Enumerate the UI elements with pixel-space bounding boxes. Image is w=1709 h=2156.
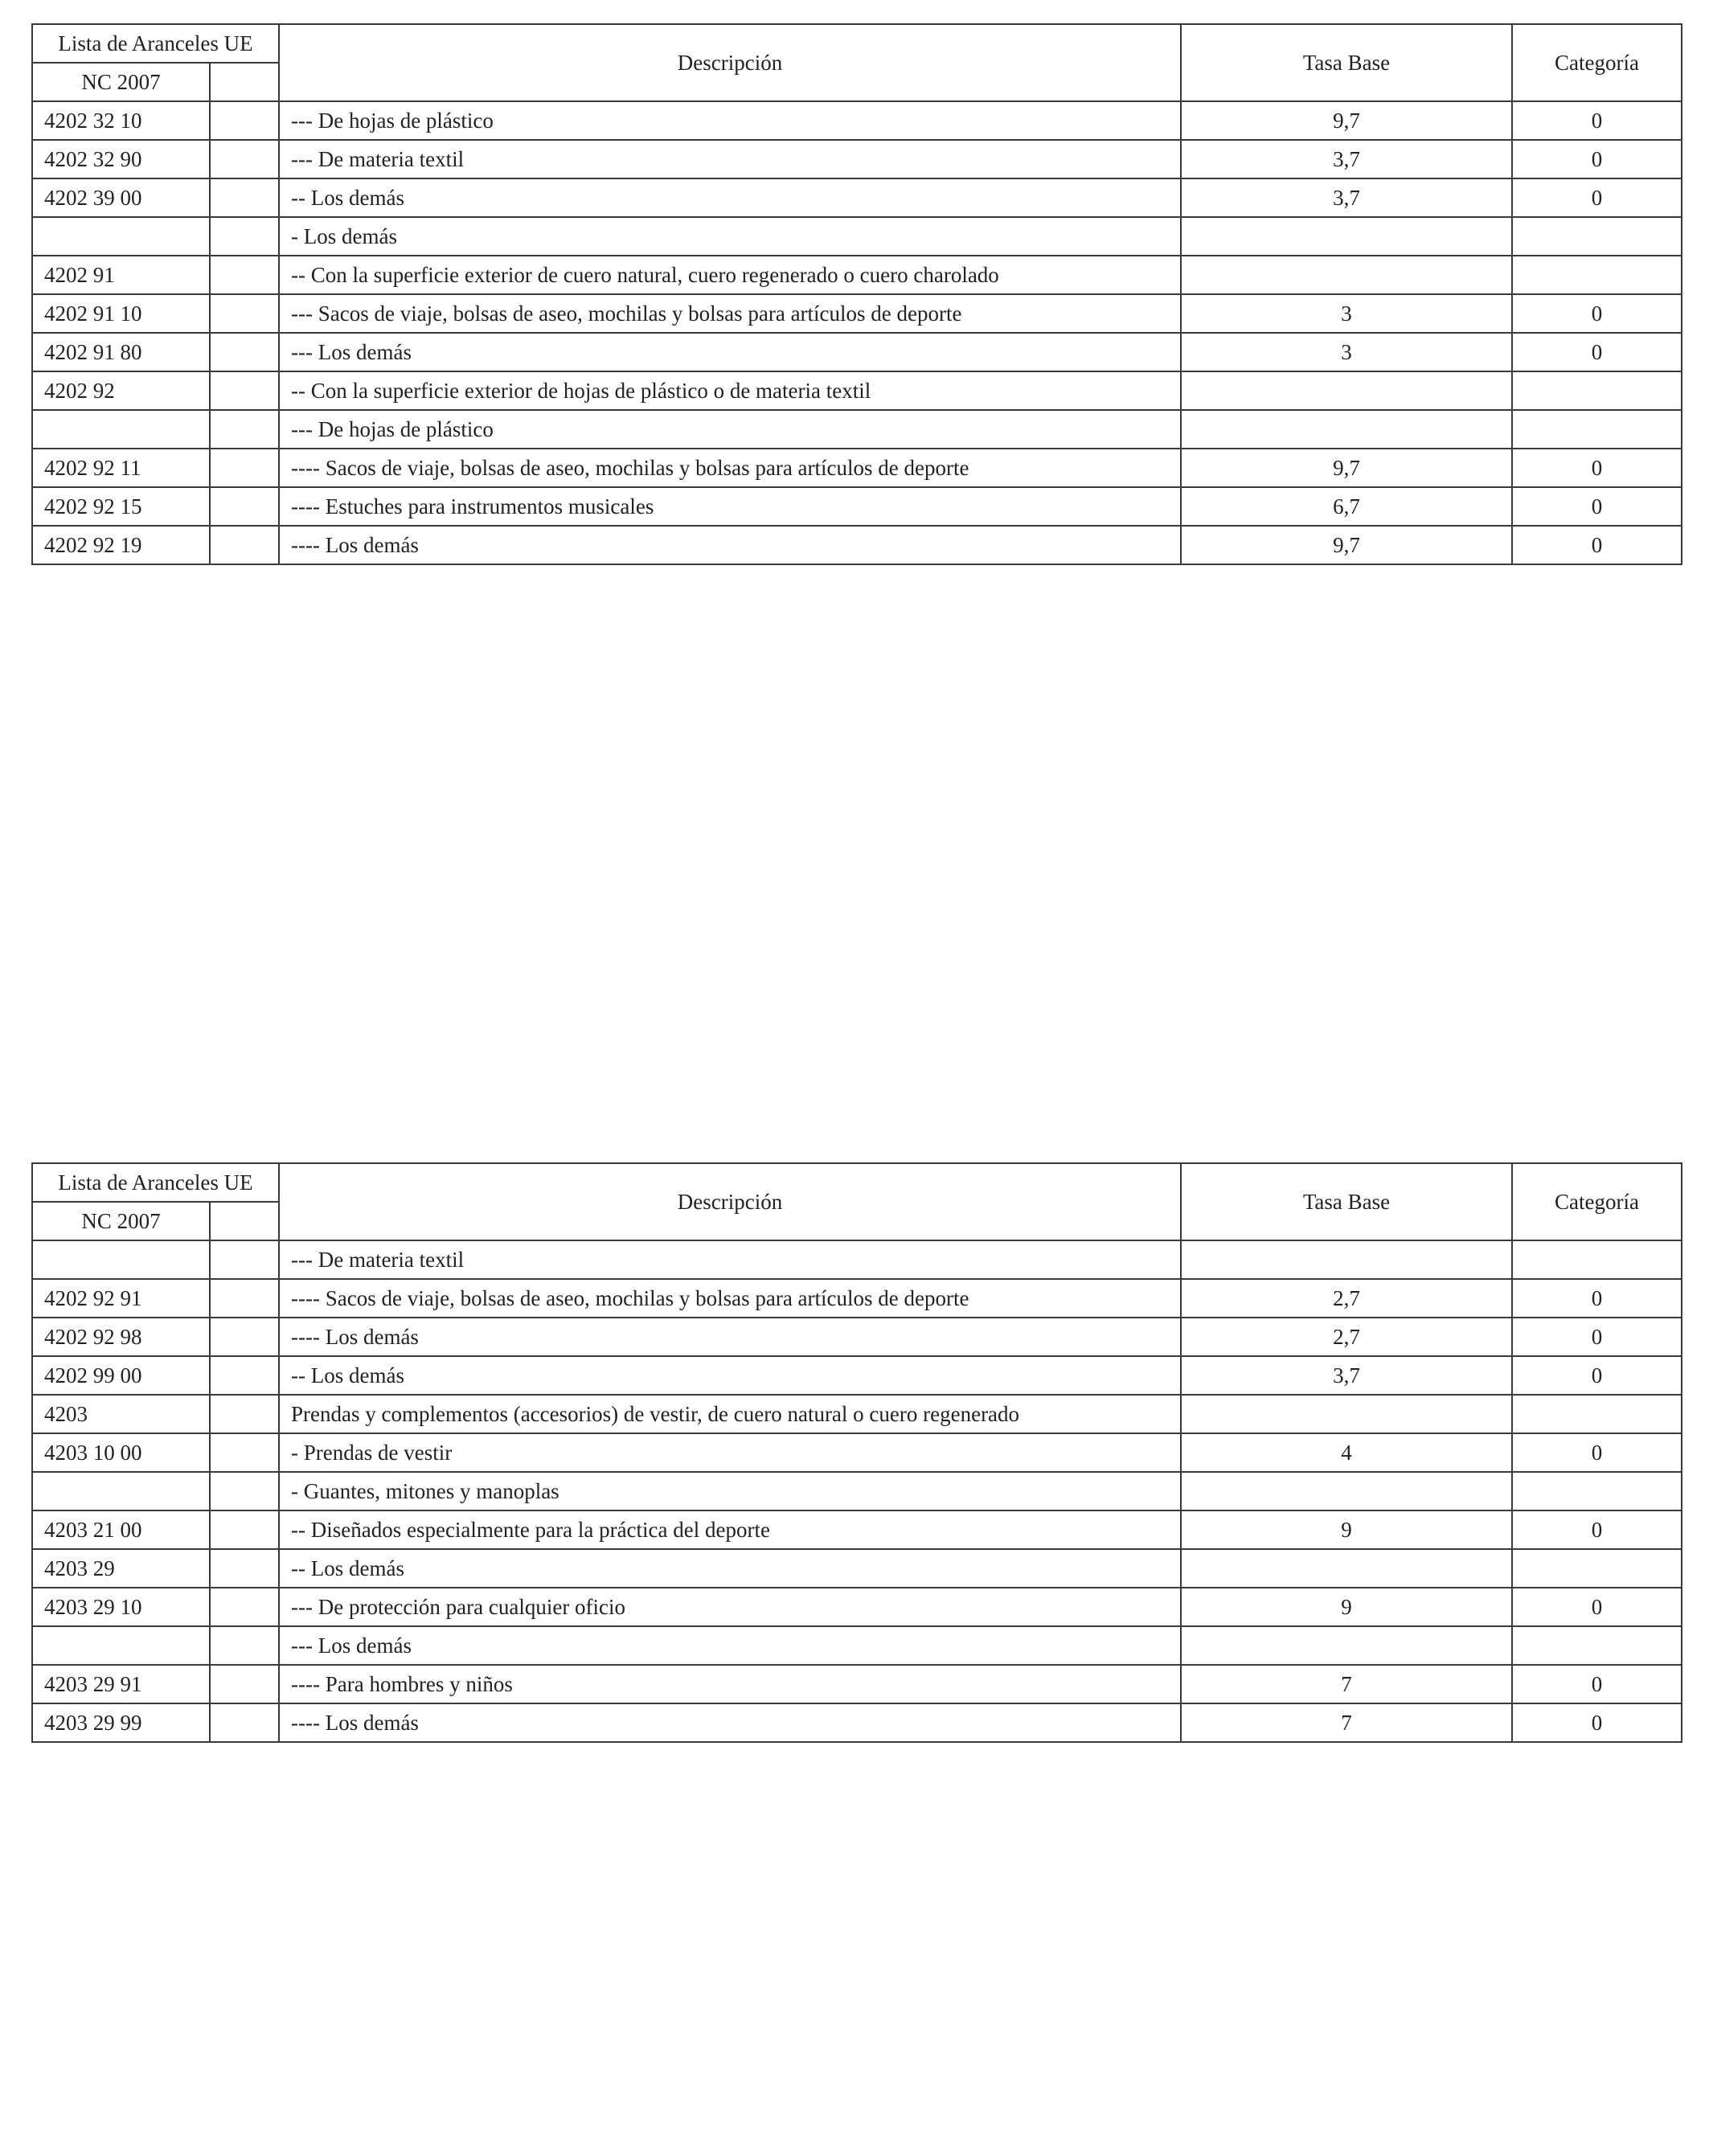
sub-code-cell (210, 410, 279, 449)
sub-code-cell (210, 294, 279, 333)
base-rate-cell (1181, 371, 1512, 410)
category-cell: 0 (1512, 1510, 1682, 1549)
table-row (32, 178, 1682, 217)
base-rate-cell: 9,7 (1181, 101, 1512, 140)
sub-code-cell (210, 140, 279, 178)
base-rate-header: Tasa Base (1181, 24, 1512, 101)
sub-code-cell (210, 1703, 279, 1742)
category-cell (1512, 1395, 1682, 1433)
code-cell: 4203 (32, 1395, 210, 1433)
table-row (32, 294, 1682, 333)
table-body (32, 1240, 1682, 1742)
base-rate-cell: 4 (1181, 1433, 1512, 1472)
description-cell: -- Con la superficie exterior de cuero natural, cuero regenerado o cuero charolado (279, 256, 1181, 294)
description-cell: --- Sacos de viaje, bolsas de aseo, mochilas y bolsas para artículos de deporte (279, 294, 1181, 333)
base-rate-cell (1181, 217, 1512, 256)
sub-code-cell (210, 1318, 279, 1356)
code-cell: 4202 32 10 (32, 101, 210, 140)
category-cell: 0 (1512, 1433, 1682, 1472)
description-cell: -- Con la superficie exterior de hojas de plástico o de materia textil (279, 371, 1181, 410)
base-rate-cell: 9,7 (1181, 449, 1512, 487)
description-cell: -- Los demás (279, 178, 1181, 217)
sub-code-cell (210, 1240, 279, 1279)
sub-code-cell (210, 1433, 279, 1472)
table-row (32, 333, 1682, 371)
table-row (32, 371, 1682, 410)
base-rate-cell: 2,7 (1181, 1318, 1512, 1356)
category-cell: 0 (1512, 1703, 1682, 1742)
sub-code-cell (210, 178, 279, 217)
base-rate-cell (1181, 256, 1512, 294)
description-cell: -- Los demás (279, 1549, 1181, 1588)
code-cell (32, 1626, 210, 1665)
code-cell (32, 410, 210, 449)
code-cell: 4203 29 91 (32, 1665, 210, 1703)
category-cell: 0 (1512, 449, 1682, 487)
description-cell: --- Los demás (279, 333, 1181, 371)
base-rate-cell: 3 (1181, 294, 1512, 333)
category-header: Categoría (1512, 24, 1682, 101)
description-cell: - Los demás (279, 217, 1181, 256)
description-cell: ---- Sacos de viaje, bolsas de aseo, mochilas y bolsas para artículos de deporte (279, 449, 1181, 487)
base-rate-cell (1181, 1472, 1512, 1510)
code-cell: 4202 92 98 (32, 1318, 210, 1356)
code-cell: 4202 39 00 (32, 178, 210, 217)
description-cell: ---- Estuches para instrumentos musicales (279, 487, 1181, 526)
sub-code-cell (210, 1472, 279, 1510)
table-row (32, 1395, 1682, 1433)
base-rate-cell (1181, 1626, 1512, 1665)
table-row (32, 449, 1682, 487)
base-rate-cell (1181, 1395, 1512, 1433)
code-cell: 4202 32 90 (32, 140, 210, 178)
code-cell (32, 1240, 210, 1279)
description-cell: - Guantes, mitones y manoplas (279, 1472, 1181, 1510)
code-cell: 4203 29 99 (32, 1703, 210, 1742)
description-cell: --- De materia textil (279, 1240, 1181, 1279)
description-cell: ---- Los demás (279, 526, 1181, 564)
empty-header-cell (210, 1202, 279, 1240)
description-cell: --- Los demás (279, 1626, 1181, 1665)
category-cell: 0 (1512, 1318, 1682, 1356)
base-rate-cell: 3 (1181, 333, 1512, 371)
description-cell: ---- Los demás (279, 1703, 1181, 1742)
sub-code-cell (210, 217, 279, 256)
table-row (32, 526, 1682, 564)
code-cell: 4202 91 10 (32, 294, 210, 333)
code-cell: 4203 29 (32, 1549, 210, 1588)
table-header (32, 24, 1682, 101)
nc-header: NC 2007 (32, 1202, 210, 1240)
code-cell: 4202 92 (32, 371, 210, 410)
sub-code-cell (210, 371, 279, 410)
base-rate-cell (1181, 1549, 1512, 1588)
description-cell: Prendas y complementos (accesorios) de vestir, de cuero natural o cuero regenerado (279, 1395, 1181, 1433)
table-body (32, 101, 1682, 564)
description-cell: ---- Para hombres y niños (279, 1665, 1181, 1703)
base-rate-cell (1181, 410, 1512, 449)
category-cell (1512, 217, 1682, 256)
code-cell (32, 1472, 210, 1510)
base-rate-header: Tasa Base (1181, 1163, 1512, 1240)
tariff-table (31, 23, 1682, 565)
code-cell: 4202 92 11 (32, 449, 210, 487)
category-cell (1512, 1472, 1682, 1510)
table-row (32, 1588, 1682, 1626)
base-rate-cell (1181, 1240, 1512, 1279)
sub-code-cell (210, 1626, 279, 1665)
list-header: Lista de Aranceles UE (32, 24, 279, 63)
base-rate-cell: 9 (1181, 1510, 1512, 1549)
category-cell: 0 (1512, 140, 1682, 178)
sub-code-cell (210, 1549, 279, 1588)
description-cell: --- De hojas de plástico (279, 101, 1181, 140)
category-cell: 0 (1512, 1588, 1682, 1626)
code-cell: 4203 21 00 (32, 1510, 210, 1549)
description-cell: -- Diseñados especialmente para la práctica del deporte (279, 1510, 1181, 1549)
description-cell: - Prendas de vestir (279, 1433, 1181, 1472)
code-cell: 4202 99 00 (32, 1356, 210, 1395)
category-cell: 0 (1512, 1356, 1682, 1395)
category-cell (1512, 256, 1682, 294)
table-row (32, 1279, 1682, 1318)
sub-code-cell (210, 101, 279, 140)
code-cell: 4202 91 (32, 256, 210, 294)
code-cell: 4203 29 10 (32, 1588, 210, 1626)
base-rate-cell: 7 (1181, 1703, 1512, 1742)
sub-code-cell (210, 1665, 279, 1703)
description-cell: ---- Sacos de viaje, bolsas de aseo, mochilas y bolsas para artículos de deporte (279, 1279, 1181, 1318)
table-row (32, 1240, 1682, 1279)
sub-code-cell (210, 1588, 279, 1626)
table-row (32, 410, 1682, 449)
code-cell: 4202 91 80 (32, 333, 210, 371)
table-row (32, 101, 1682, 140)
table-row (32, 1356, 1682, 1395)
table-row (32, 217, 1682, 256)
category-cell: 0 (1512, 178, 1682, 217)
sub-code-cell (210, 333, 279, 371)
tariff-table (31, 1162, 1682, 1743)
description-cell: --- De hojas de plástico (279, 410, 1181, 449)
description-cell: --- De protección para cualquier oficio (279, 1588, 1181, 1626)
description-cell: ---- Los demás (279, 1318, 1181, 1356)
category-cell (1512, 1626, 1682, 1665)
description-header: Descripción (279, 1163, 1181, 1240)
base-rate-cell: 3,7 (1181, 140, 1512, 178)
table-row (32, 1510, 1682, 1549)
base-rate-cell: 2,7 (1181, 1279, 1512, 1318)
table-row (32, 1433, 1682, 1472)
category-cell: 0 (1512, 1665, 1682, 1703)
category-cell: 0 (1512, 487, 1682, 526)
sub-code-cell (210, 1510, 279, 1549)
sub-code-cell (210, 256, 279, 294)
description-cell: --- De materia textil (279, 140, 1181, 178)
table-row (32, 1472, 1682, 1510)
table-row (32, 140, 1682, 178)
base-rate-cell: 9,7 (1181, 526, 1512, 564)
code-cell: 4202 92 19 (32, 526, 210, 564)
table-row (32, 1318, 1682, 1356)
sub-code-cell (210, 1395, 279, 1433)
code-cell: 4202 92 15 (32, 487, 210, 526)
sub-code-cell (210, 1279, 279, 1318)
category-cell (1512, 410, 1682, 449)
sub-code-cell (210, 1356, 279, 1395)
table-row (32, 487, 1682, 526)
empty-header-cell (210, 63, 279, 101)
table-header (32, 1163, 1682, 1240)
category-cell: 0 (1512, 526, 1682, 564)
sub-code-cell (210, 487, 279, 526)
base-rate-cell: 7 (1181, 1665, 1512, 1703)
base-rate-cell: 3,7 (1181, 1356, 1512, 1395)
base-rate-cell: 6,7 (1181, 487, 1512, 526)
category-cell: 0 (1512, 1279, 1682, 1318)
list-header: Lista de Aranceles UE (32, 1163, 279, 1202)
category-cell: 0 (1512, 101, 1682, 140)
base-rate-cell: 3,7 (1181, 178, 1512, 217)
sub-code-cell (210, 526, 279, 564)
base-rate-cell: 9 (1181, 1588, 1512, 1626)
sub-code-cell (210, 449, 279, 487)
nc-header: NC 2007 (32, 63, 210, 101)
table-row (32, 256, 1682, 294)
code-cell: 4203 10 00 (32, 1433, 210, 1472)
category-header: Categoría (1512, 1163, 1682, 1240)
table-row (32, 1665, 1682, 1703)
category-cell (1512, 1240, 1682, 1279)
category-cell (1512, 371, 1682, 410)
description-cell: -- Los demás (279, 1356, 1181, 1395)
table-row (32, 1703, 1682, 1742)
table-row (32, 1549, 1682, 1588)
code-cell: 4202 92 91 (32, 1279, 210, 1318)
category-cell (1512, 1549, 1682, 1588)
category-cell: 0 (1512, 294, 1682, 333)
table-row (32, 1626, 1682, 1665)
description-header: Descripción (279, 24, 1181, 101)
category-cell: 0 (1512, 333, 1682, 371)
code-cell (32, 217, 210, 256)
